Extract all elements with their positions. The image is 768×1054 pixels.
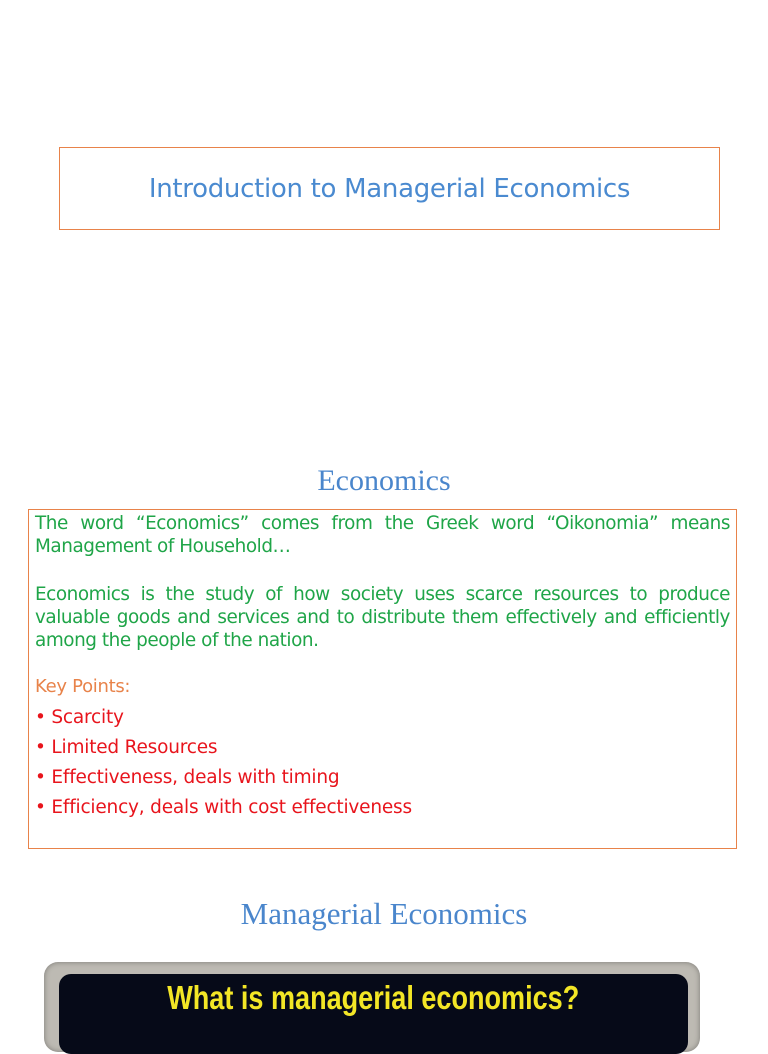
banner-question-text: What is managerial economics?	[167, 979, 580, 1016]
key-point-effectiveness: • Effectiveness, deals with timing	[35, 767, 340, 788]
etymology-paragraph: The word “Economics” comes from the Greek word “Oikonomia” means Management of Household…	[35, 513, 730, 557]
managerial-economics-heading: Managerial Economics	[240, 896, 528, 931]
title-box	[59, 147, 720, 230]
economics-heading: Economics	[317, 464, 451, 497]
key-points-label: Key Points:	[35, 676, 131, 697]
key-points-list	[35, 703, 730, 823]
key-point-efficiency: • Efficiency, deals with cost effectiveness	[35, 797, 412, 818]
key-point-scarcity: • Scarcity	[35, 707, 124, 728]
key-point-limited-resources: • Limited Resources	[35, 737, 218, 758]
definition-paragraph: Economics is the study of how society uses scarce resources to produce valuable goods and services and to distribute them effectively and efficiently among the people of the nation.	[35, 584, 730, 651]
page-title: Introduction to Managerial Economics	[148, 173, 631, 204]
economics-content-box	[28, 509, 737, 849]
question-banner	[59, 974, 688, 1054]
